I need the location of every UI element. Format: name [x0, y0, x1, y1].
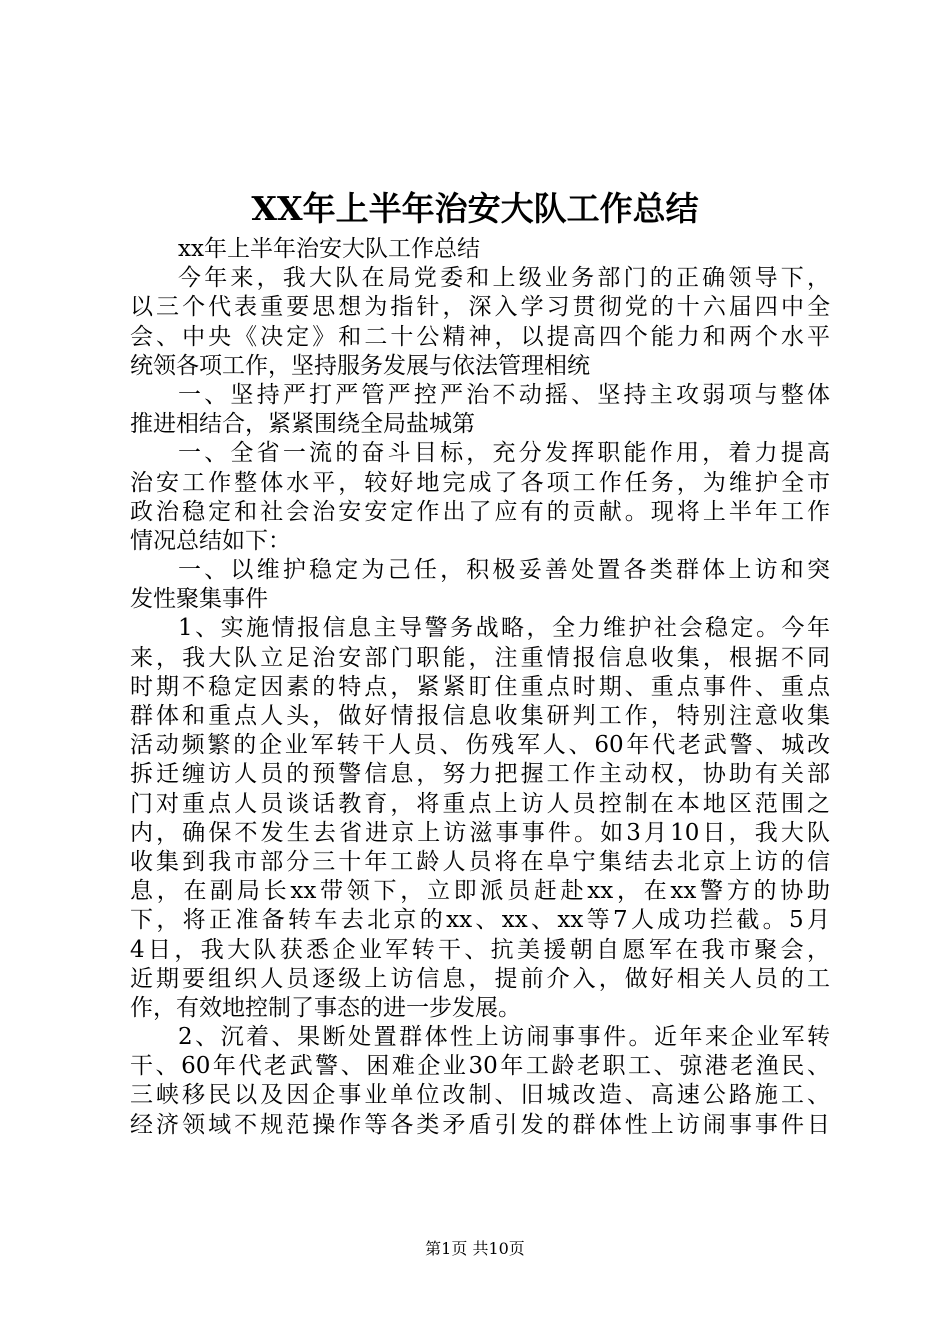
body-line: 一、以维护稳定为己任，积极妥善处置各类群体上访和突 [178, 557, 830, 584]
body-line: 治安工作整体水平，较好地完成了各项工作任务，为维护全市 [130, 469, 830, 496]
body-line: 经济领域不规范操作等各类矛盾引发的群体性上访闹事事件日 [130, 1111, 830, 1138]
body-line: 来，我大队立足治安部门职能，注重情报信息收集，根据不同 [130, 644, 830, 671]
body-line: 时期不稳定因素的特点，紧紧盯住重点时期、重点事件、重点 [130, 673, 830, 700]
body-line: 内，确保不发生去省进京上访滋事事件。如3月10日，我大队 [130, 819, 830, 846]
body-line: 以三个代表重要思想为指针，深入学习贯彻党的十六届四中全 [130, 294, 830, 321]
body-line: 门对重点人员谈话教育，将重点上访人员控制在本地区范围之 [130, 790, 830, 817]
body-line: xx年上半年治安大队工作总结 [178, 236, 480, 262]
body-line: 拆迁缠访人员的预警信息，努力把握工作主动权，协助有关部 [130, 761, 830, 788]
body-line: 群体和重点人头，做好情报信息收集研判工作，特别注意收集 [130, 703, 830, 729]
body-line: 三峡移民以及因企事业单位改制、旧城改造、高速公路施工、 [130, 1082, 830, 1109]
body-line: 情况总结如下： [130, 527, 291, 554]
body-line: 下，将正准备转车去北京的xx、xx、xx等7人成功拦截。5月 [130, 907, 830, 934]
page-footer: 第1页 共10页 [425, 1239, 525, 1258]
body-line: 收集到我市部分三十年工龄人员将在阜宁集结去北京上访的信 [130, 848, 830, 875]
body-line: 政治稳定和社会治安安定作出了应有的贡献。现将上半年工作 [130, 498, 830, 525]
body-line: 干、60年代老武警、困难企业30年工龄老职工、弶港老渔民、 [130, 1053, 830, 1080]
body-line: 2、沉着、果断处置群体性上访闹事事件。近年来企业军转 [178, 1024, 830, 1051]
body-line: 一、全省一流的奋斗目标，充分发挥职能作用，着力提高 [178, 440, 830, 467]
body-line: 会、中央《决定》和二十公精神，以提高四个能力和两个水平 [130, 323, 830, 350]
document-body [130, 235, 830, 1140]
document-title: XX年上半年治安大队工作总结 [251, 189, 699, 228]
body-line: 4日，我大队获悉企业军转干、抗美援朝自愿军在我市聚会， [130, 936, 830, 963]
body-line: 推进相结合，紧紧围绕全局盐城第 [130, 411, 475, 438]
body-line: 统领各项工作，坚持服务发展与依法管理相统 [130, 352, 590, 379]
body-line: 发性聚集事件 [130, 586, 268, 613]
body-line: 息，在副局长xx带领下，立即派员赶赴xx，在xx警方的协助 [130, 878, 830, 905]
body-line: 一、坚持严打严管严控严治不动摇、坚持主攻弱项与整体 [178, 381, 830, 408]
body-line: 近期要组织人员逐级上访信息，提前介入，做好相关人员的工 [130, 965, 830, 992]
body-line: 活动频繁的企业军转干人员、伤残军人、60年代老武警、城改 [130, 732, 830, 759]
body-line: 作，有效地控制了事态的进一步发展。 [130, 994, 521, 1021]
body-line: 1、实施情报信息主导警务战略，全力维护社会稳定。今年 [178, 615, 830, 642]
body-line: 今年来，我大队在局党委和上级业务部门的正确领导下， [178, 265, 830, 292]
